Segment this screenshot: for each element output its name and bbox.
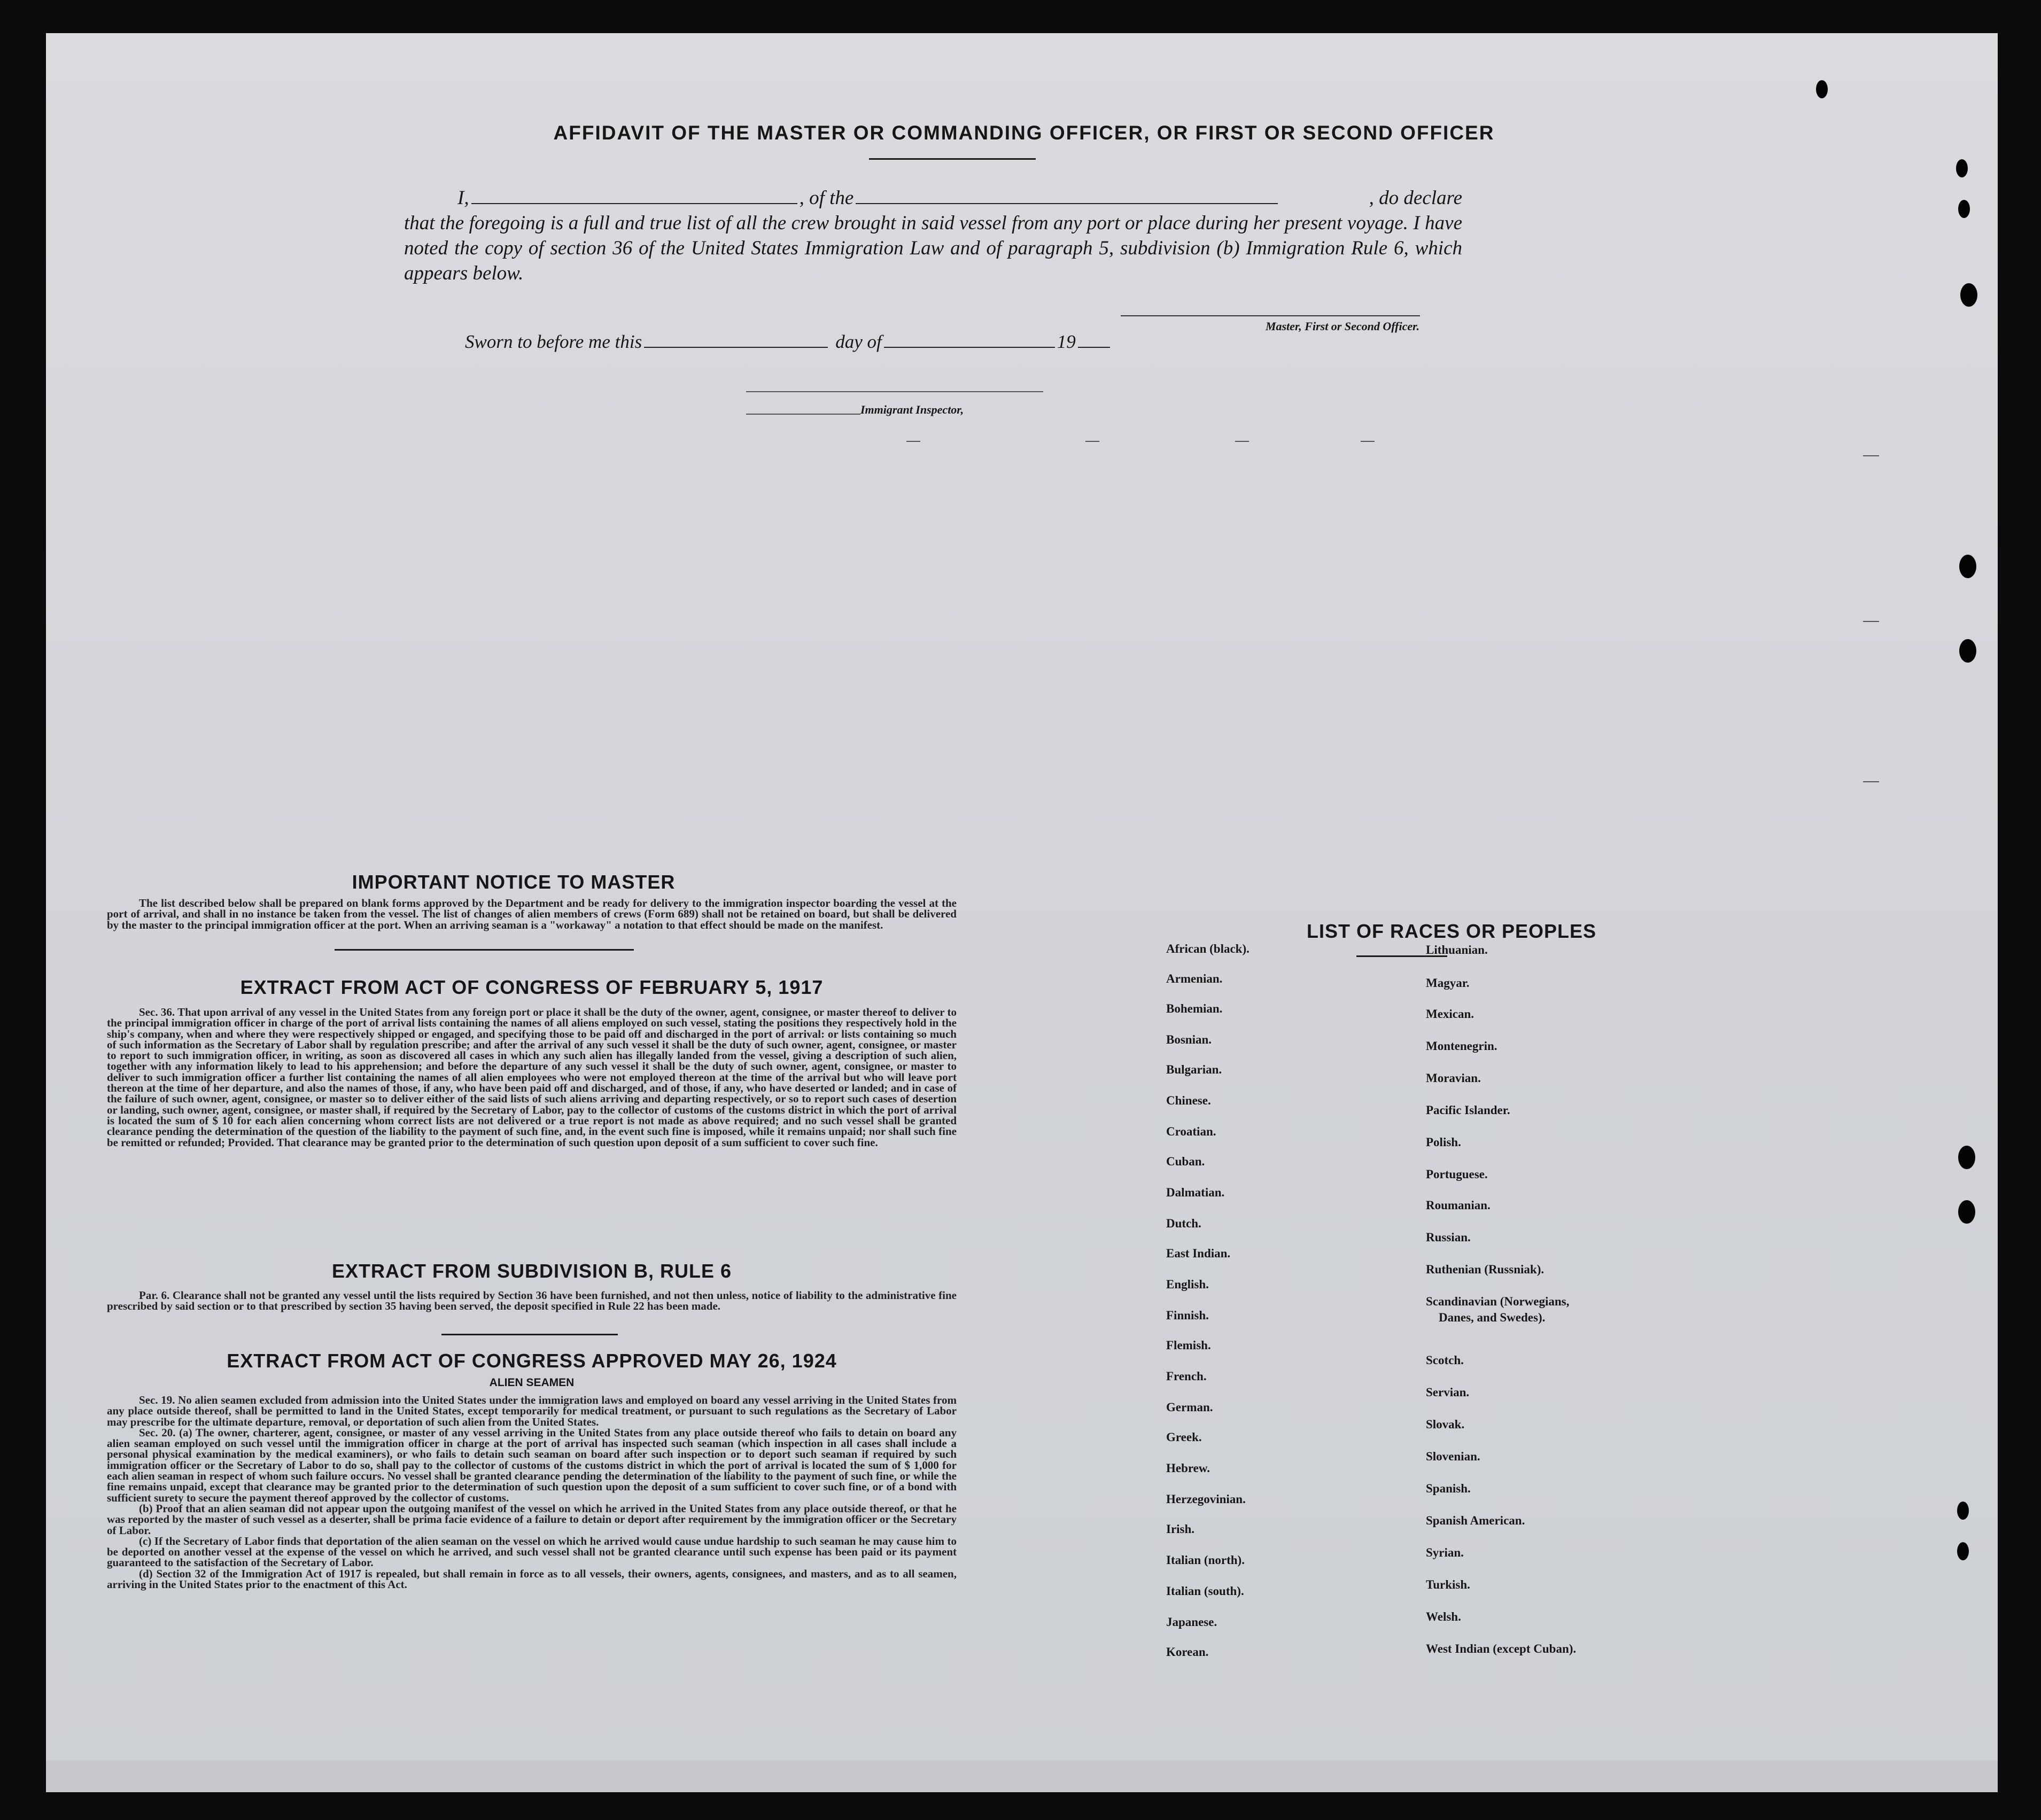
race-item: Mexican. [1426,1007,1475,1021]
sec20b-paragraph: (b) Proof that an alien seaman did not appear upon the outgoing manifest of the vessel on which he arrived in the United States from any place outside thereof, or that he was reported by the master of such vessel as a deserter, shall be prima facie evidence of a failure to detain or deport after requirement by the immigration officer or the Secretary of Labor. [107,1502,957,1537]
sworn-year-blank [1078,347,1110,348]
guide-dash [1085,441,1099,442]
race-item: Danes, and Swedes). [1439,1311,1546,1324]
race-item: Portuguese. [1426,1168,1488,1181]
sworn-day-of: day of [835,331,882,352]
race-item: Cuban. [1166,1155,1205,1168]
decl-declare: , do declare [1369,187,1462,209]
race-item: Slovenian. [1426,1450,1480,1463]
rule6-divider [441,1334,618,1335]
race-item: Korean. [1166,1645,1209,1659]
race-item: Russian. [1426,1231,1471,1244]
race-item: West Indian (except Cuban). [1426,1642,1577,1655]
notice-divider [335,949,634,951]
binder-hole [1958,1146,1975,1169]
races-title: LIST OF RACES OR PEOPLES [1306,920,1597,942]
decl-of-the: , of the [799,187,854,209]
guide-dash [1863,621,1879,622]
vessel-blank [856,203,1278,204]
race-item: English. [1166,1278,1209,1291]
race-item: Scandinavian (Norwegians, [1426,1295,1570,1308]
race-item: Croatian. [1166,1125,1216,1138]
inspector-line-short [746,414,860,415]
race-item: Ruthenian (Russniak). [1426,1263,1545,1276]
guide-dash [906,441,920,442]
race-item: Scotch. [1426,1354,1464,1367]
extract-rule6-body [107,1290,957,1312]
page-bottom-strip [46,1760,1998,1792]
title-underline [869,158,1036,160]
notice-title: IMPORTANT NOTICE TO MASTER [352,871,676,893]
extract-1924-title: EXTRACT FROM ACT OF CONGRESS APPROVED MAY 26, 1924 [227,1350,837,1372]
signature-line [1121,315,1420,316]
race-item: Bohemian. [1166,1002,1223,1015]
binder-hole [1816,80,1828,98]
race-item: Servian. [1426,1386,1470,1399]
sworn-line [465,331,1110,353]
extract-1917-paragraph: Sec. 36. That upon arrival of any vessel in the United States from any foreign port or place it shall be the duty of the owner, agent, consignee, or master thereof to deliver to the principal immigration officer in charge of the port of arrival lists containing the names of all aliens employed on such vessel, stating the positions they respectively hold in the ship's company, when and where they were respectively shipped or engaged, and specifying those to be paid off and discharged in the port of arrival: or lists containing so much of such information as the Secretary of Labor shall by regulation prescribe; and after the arrival of any such vessel it shall be the duty of such owner, agent, consignee, or master to report to such immigration officer, in writing, as soon as discovered all cases in which any such alien has illegally landed from the vessel, giving a description of such alien, together with any information likely to lead to his apprehension; and before the departure of any such vessel it shall be the duty of such owner, agent, consignee, or master to deliver to such immigration officer a further list containing the names of all alien employees who were not employed thereon at the time of the arrival but who will leave port thereon at the time of her departure, and also the names of those, if any, who have been paid off and discharged, and of those, if any, who have deserted or landed; and in case of the failure of such owner, agent, consignee, or master so to deliver either of the said lists of such aliens arriving and departing respectively, or so to report such cases of desertion or landing, such owner, agent, consignee, or master shall, if required by the Secretary of Labor, pay to the collector of customs of the customs district in which the port of arrival is located the sum of $ 10 for each alien concerning whom correct lists are not delivered or a true report is not made as above required; and no such vessel shall be granted clearance pending the determination of the question of the liability to the payment of such fine, and, in the event such fine is imposed, while it remains unpaid; nor shall such fine be remitted or refunded; Provided. That clearance may be granted prior to the determination of such question upon deposit of a sum sufficient to cover such fine. [107,1006,957,1149]
race-item: Lithuanian. [1426,943,1488,956]
race-item: Chinese. [1166,1094,1211,1107]
notice-paragraph: The list described below shall be prepared on blank forms approved by the Department and be ready for delivery to the immigration inspector boarding the vessel at the port of arrival, and shall in no instance be taken from the vessel. The list of changes of alien members of crews (Form 689) shall not be retained on board, but shall be delivered by the master to the principal immigration officer at the port. When an arriving seaman is a "workaway" a notation to that effect should be made on the manifest. [107,897,957,931]
race-item: Bosnian. [1166,1033,1212,1046]
inspector-label: Immigrant Inspector, [860,403,964,416]
guide-dash [1863,455,1879,456]
decl-i: I, [457,187,469,209]
name-blank [471,203,797,204]
binder-hole [1956,159,1968,177]
notice-body [107,898,957,930]
race-item: Italian (south). [1166,1584,1244,1598]
sec19-paragraph: Sec. 19. No alien seamen excluded from admission into the United States under the immigration laws and employed on board any vessel arriving in the United States from any place outside thereof, shall be permitted to land in the United States, except temporarily for medical treatment, or pursuant to such regulations as the Secretary of Labor may prescribe for the ultimate departure, removal, or deportation of such alien from the United States. [107,1394,957,1428]
guide-dash [1863,781,1879,782]
race-item: Dalmatian. [1166,1186,1225,1199]
race-item: Welsh. [1426,1610,1461,1623]
race-item: German. [1166,1401,1213,1414]
extract-rule6-title: EXTRACT FROM SUBDIVISION B, RULE 6 [331,1260,732,1282]
race-item: Flemish. [1166,1339,1211,1352]
race-item: Finnish. [1166,1309,1209,1322]
race-item: Japanese. [1166,1615,1217,1629]
race-item: Slovak. [1426,1418,1465,1431]
inspector-line [746,391,1043,392]
sec20c-paragraph: (c) If the Secretary of Labor finds that deportation of the alien seaman on the vessel on which he arrived would cause undue hardship to such seaman he may cause him to be deported on another vessel at the expense of the vessel on which he arrived, and such vessel shall not be granted clearance until such expense has been paid or its payment guaranteed to the satisfaction of the Secretary of Labor. [107,1534,957,1569]
race-item: Italian (north). [1166,1553,1245,1567]
race-item: Montenegrin. [1426,1039,1497,1053]
race-item: Polish. [1426,1135,1461,1149]
race-item: Pacific Islander. [1426,1103,1510,1117]
binder-hole [1958,200,1970,218]
race-item: Herzegovinian. [1166,1492,1246,1506]
binder-hole [1958,1200,1975,1224]
race-item: Moravian. [1426,1071,1481,1085]
race-item: Syrian. [1426,1546,1464,1559]
race-item: Spanish. [1426,1482,1471,1495]
binder-hole [1957,1542,1969,1560]
binder-hole [1960,283,1977,307]
extract-rule6-paragraph: Par. 6. Clearance shall not be granted any vessel until the lists required by Section 36 have been furnished, and not then unless, notice of liability to the administrative fine prescribed by said section or to that prescribed by section 35 having been served, the deposit specified in Rule 22 has been made. [107,1289,957,1313]
race-item: Irish. [1166,1522,1195,1536]
extract-1924-subtitle: ALIEN SEAMEN [489,1376,575,1389]
race-item: Hebrew. [1166,1461,1210,1475]
affidavit-declaration [404,185,1462,286]
race-item: Greek. [1166,1430,1202,1444]
sec20a-paragraph: Sec. 20. (a) The owner, charterer, agent, consignee, or master of any vessel arriving in the United States from any place outside thereof who fails to detain on board any alien seaman employed on such vessel until the immigration officer in charge at the port of arrival has inspected such seaman (which inspection in all cases shall include a personal physical examination by the medical examiners), or who fails to detain such seaman on board after such inspection or to deport such seaman if required by such immigration officer or the Secretary of Labor to do so, shall pay to the collector of customs of the customs district in which the port of arrival is located the sum of $ 1,000 for each alien seaman in respect of whom such failure occurs. No vessel shall be granted clearance pending the determination of the liability to the payment of such fine, or while the fine remains unpaid, except that clearance may be granted prior to the determination of such question upon the deposit of a sum sufficient to cover such fine, or of a bond with sufficient surety to secure the payment thereof approved by the collector of customs. [107,1426,957,1504]
extract-1924-body [107,1395,957,1590]
sworn-date-blank [644,347,828,348]
race-item: Spanish American. [1426,1514,1525,1527]
race-item: Turkish. [1426,1578,1470,1591]
race-item: Bulgarian. [1166,1063,1222,1076]
extract-1917-title: EXTRACT FROM ACT OF CONGRESS OF FEBRUARY 5, 1917 [240,976,824,998]
race-item: French. [1166,1370,1207,1383]
race-item: African (black). [1166,942,1250,955]
sec20d-paragraph: (d) Section 32 of the Immigration Act of 1917 is repealed, but shall remain in force as to all vessels, their owners, agents, consignees, and masters, and as to all seamen, arriving in the United States prior to the enactment of this Act. [107,1567,957,1591]
sworn-year: 19 [1057,331,1076,352]
guide-dash [1235,441,1249,442]
race-item: Armenian. [1166,972,1223,985]
sworn-prefix: Sworn to before me this [465,331,642,352]
form-page [46,33,1998,1792]
binder-hole [1959,555,1976,578]
binder-hole [1959,639,1976,663]
binder-hole [1957,1502,1969,1520]
race-item: Dutch. [1166,1217,1201,1230]
guide-dash [1361,441,1375,442]
signature-label: Master, First or Second Officer. [1265,320,1419,333]
extract-1917-body [107,1007,957,1148]
race-item: Magyar. [1426,976,1470,990]
race-item: East Indian. [1166,1247,1231,1260]
sworn-month-blank [884,347,1055,348]
race-item: Roumanian. [1426,1199,1491,1212]
decl-body: that the foregoing is a full and true list of all the crew brought in said vessel from any port or place during her present voyage. I have noted the copy of section 36 of the United States Immigration Law and of paragraph 5, subdivision (b) Immigration Rule 6, which appears below. [404,212,1462,284]
affidavit-title: AFFIDAVIT OF THE MASTER OR COMMANDING OFFICER, OR FIRST OR SECOND OFFICER [553,122,1495,144]
